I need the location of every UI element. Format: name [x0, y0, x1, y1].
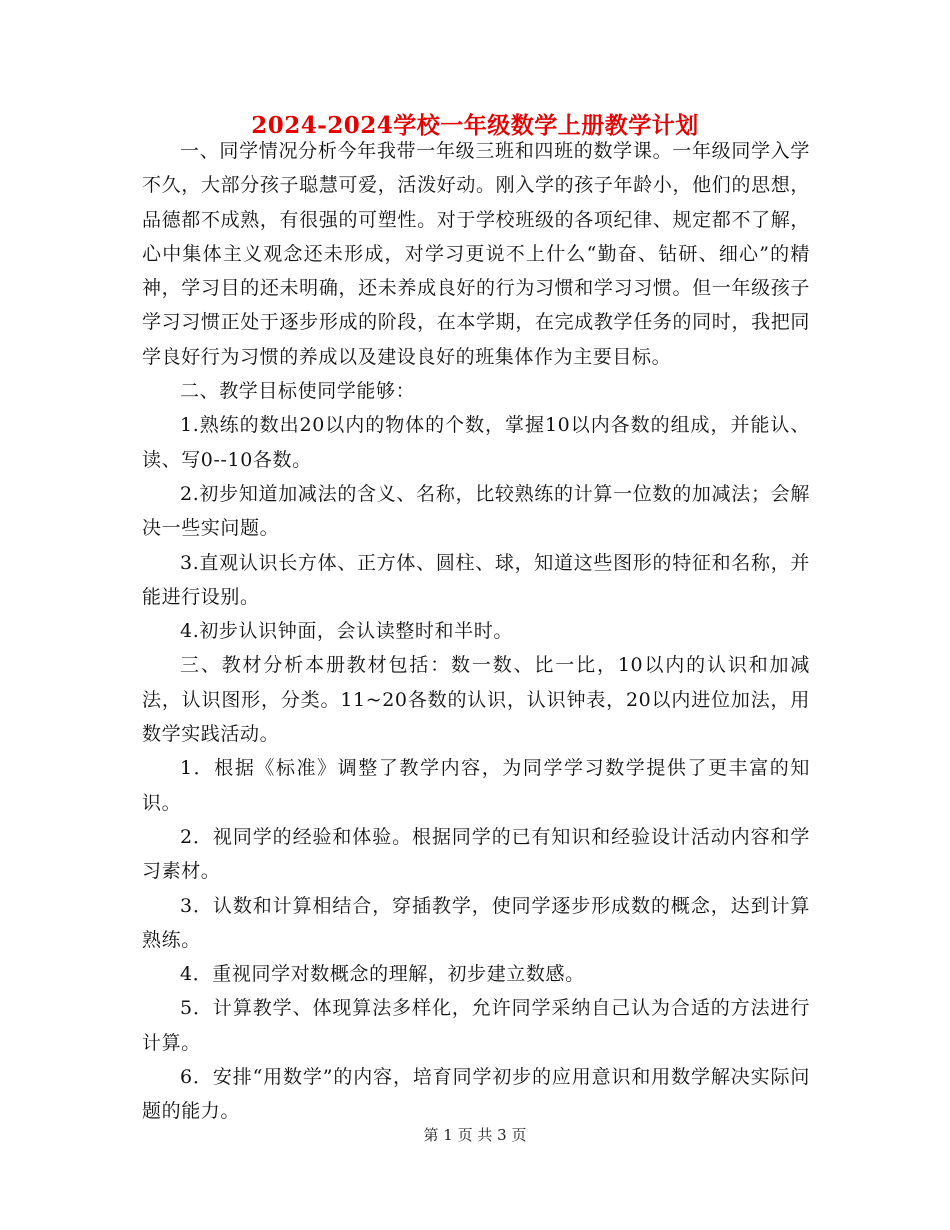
document-body	[142, 134, 810, 1129]
paragraph-textbook-analysis: 三、教材分析本册教材包括：数一数、比一比，10以内的认识和加减法，认识图形，分类。11~20各数的认识，认识钟表，20以内进位加法，用数学实践活动。	[142, 654, 810, 746]
paragraph-feature-5: 5．计算教学、体现算法多样化，允许同学采纳自己认为合适的方法进行计算。	[142, 997, 810, 1054]
paragraph-goal-1: 1.熟练的数出20以内的物体的个数，掌握10以内各数的组成，并能认、读、写0--10各数。	[142, 414, 810, 471]
paragraph-teaching-goals-heading: 二、教学目标使同学能够：	[180, 380, 416, 403]
page-number-footer: 第 1 页 共 3 页	[423, 1126, 527, 1144]
paragraph-feature-6: 6．安排“用数学”的内容，培育同学初步的应用意识和用数学解决实际问题的能力。	[142, 1066, 810, 1123]
document-title: 2024-2024学校一年级数学上册教学计划	[251, 112, 699, 139]
paragraph-feature-3: 3．认数和计算相结合，穿插教学，使同学逐步形成数的概念，达到计算熟练。	[142, 894, 810, 951]
paragraph-student-analysis: 一、同学情况分析今年我带一年级三班和四班的数学课。一年级同学入学不久，大部分孩子聪慧可爱，活泼好动。刚入学的孩子年龄小，他们的思想，品德都不成熟，有很强的可塑性。对于学校班级的各项纪律、规定都不了解，心中集体主义观念还未形成，对学习更说不上什么“勤奋、钻研、细心”的精神，学习目的还未明确，还未养成良好的行为习惯和学习习惯。但一年级孩子学习习惯正处于逐步形成的阶段，在本学期，在完成教学任务的同时，我把同学良好行为习惯的养成以及建设良好的班集体作为主要目标。	[142, 140, 810, 368]
paragraph-feature-1: 1．根据《标准》调整了教学内容，为同学学习数学提供了更丰富的知识。	[142, 757, 810, 814]
paragraph-goal-4: 4.初步认识钟面，会认读整时和半时。	[180, 620, 513, 643]
paragraph-feature-2: 2．视同学的经验和体验。根据同学的已有知识和经验设计活动内容和学习素材。	[142, 825, 810, 883]
paragraph-feature-4: 4．重视同学对数概念的理解，初步建立数感。	[180, 963, 585, 986]
paragraph-goal-3: 3.直观认识长方体、正方体、圆柱、球，知道这些图形的特征和名称，并能进行设别。	[142, 551, 810, 608]
paragraph-goal-2: 2.初步知道加减法的含义、名称，比较熟练的计算一位数的加减法；会解决一些实问题。	[142, 482, 810, 540]
